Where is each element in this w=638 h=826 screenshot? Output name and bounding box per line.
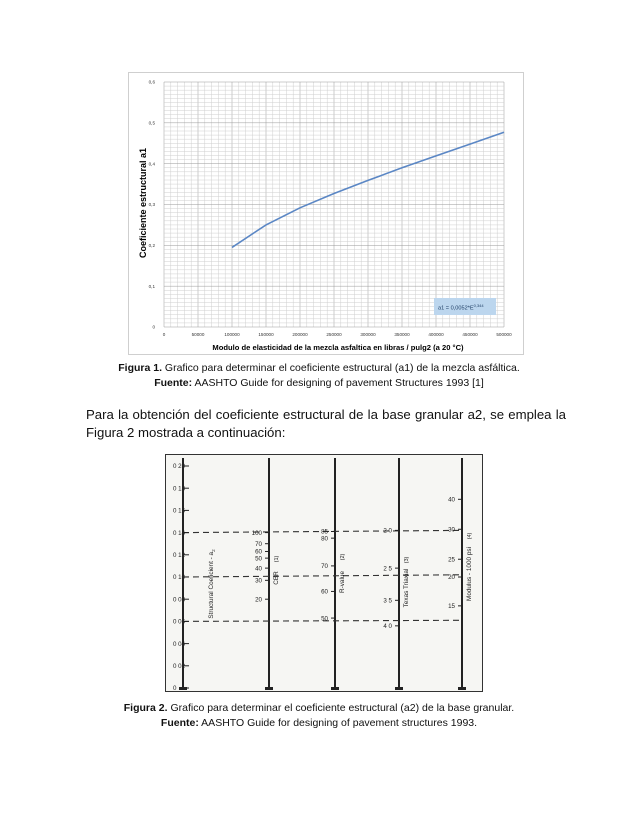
a2-tick-label: 0 10 <box>173 574 186 582</box>
x-tick-label: 500000 <box>496 332 512 337</box>
figure-2-source <box>0 716 638 730</box>
a2-axis-label-sub: 2 <box>211 549 216 552</box>
caption-text: Grafico para determinar el coeficiente estructural (a2) de la base granular. <box>167 702 515 714</box>
texas-axis-number: (3) <box>404 556 410 564</box>
a2-tick-label: 0 20 <box>173 463 186 471</box>
y-tick-label: 0,2 <box>148 242 155 248</box>
x-tick-label: 0 <box>162 332 166 337</box>
x-tick-label: 100000 <box>224 332 240 337</box>
a2-tick-label: 0 04 <box>173 640 186 648</box>
x-tick-label: 400000 <box>428 332 444 337</box>
cbr-axis-label: CBR <box>273 571 280 585</box>
a2-tick-label: 0 12 <box>173 552 186 559</box>
figure-2-caption <box>0 701 638 715</box>
modulus-tick-label: 20 <box>448 574 455 582</box>
chart-grid <box>164 82 504 327</box>
axis-foot <box>265 687 273 690</box>
rvalue-tick-label: 60 <box>321 588 328 596</box>
a2-tick-label: 0 14 <box>173 529 186 537</box>
x-tick-label: 200000 <box>292 332 308 337</box>
modulus-axis-number: (4) <box>467 532 473 540</box>
y-tick-label: 0,6 <box>148 79 155 85</box>
modulus-tick-label: 30 <box>448 526 455 534</box>
texas-tick-label: 3 5 <box>383 597 392 605</box>
axis-foot <box>395 687 403 690</box>
a2-tick-label: 0 02 <box>173 663 186 670</box>
figure-1-caption <box>0 361 638 375</box>
texas-tick-label: 4 0 <box>383 623 392 631</box>
cbr-tick-label: 70 <box>255 540 262 548</box>
source-text: AASHTO Guide for designing of pavement Structures 1993 [1] <box>192 377 484 389</box>
y-tick-label: 0 <box>152 324 155 330</box>
texas-tick-label: 2 5 <box>383 565 392 573</box>
axis-foot <box>458 687 466 690</box>
a2-tick-label: 0 08 <box>173 596 186 604</box>
cbr-tick-label: 20 <box>255 596 262 604</box>
y-tick-label: 0,5 <box>148 120 155 126</box>
source-text: AASHTO Guide for designing of pavement structures 1993. <box>198 717 478 729</box>
x-tick-label: 350000 <box>394 332 410 337</box>
x-tick-label: 250000 <box>326 332 342 337</box>
rvalue-tick-label: 50 <box>321 615 328 623</box>
figure-2-nomograph <box>165 454 483 692</box>
a2-tick-label: 0 18 <box>173 485 186 493</box>
cbr-tick-label: 50 <box>255 555 262 563</box>
rvalue-tick-label: 85 <box>321 528 328 536</box>
cbr-axis-number: (1) <box>274 555 280 563</box>
caption-text: Grafico para determinar el coeficiente estructural (a1) de la mezcla asfáltica. <box>162 362 520 374</box>
cbr-tick-label: 60 <box>255 548 262 556</box>
figure-1-source <box>0 376 638 390</box>
y-tick-label: 0,3 <box>148 202 155 208</box>
modulus-tick-label: 25 <box>448 556 455 564</box>
body-paragraph: Para la obtención del coeficiente estructural de la base granular a2, se emplea la Figura 2 mostrada a continuación: <box>86 407 566 440</box>
source-label: Fuente: <box>154 377 193 389</box>
texas-tick-label: 2 0 <box>383 527 392 535</box>
modulus-tick-label: 40 <box>448 496 455 504</box>
a2-axis-label: Structural Coeficient - $a_2$ <box>208 549 216 619</box>
x-tick-label: 150000 <box>258 332 274 337</box>
source-label: Fuente: <box>160 717 199 729</box>
cbr-tick-label: 40 <box>255 565 262 573</box>
equation-label: $a1 = 0,0052*E^{0,344}$ <box>438 303 484 312</box>
figure-1-chart <box>128 72 524 355</box>
rvalue-tick-label: 70 <box>321 563 328 571</box>
a2-tick-label: 0 <box>173 685 177 692</box>
rvalue-tick-label: 80 <box>321 535 328 543</box>
a2-tick-label: 0 06 <box>173 618 186 626</box>
x-tick-label: 450000 <box>462 332 478 337</box>
caption-label: Figura 1. <box>118 362 162 374</box>
caption-label: Figura 2. <box>123 702 168 714</box>
rvalue-axis-label: R-value <box>339 570 346 594</box>
y-tick-label: 0,1 <box>148 283 155 289</box>
x-tick-label: 300000 <box>360 332 376 337</box>
a2-tick-label: 0 16 <box>173 507 186 515</box>
modulus-axis-label: Modulus - 1000 psi <box>466 547 473 601</box>
x-axis-title: Modulo de elasticidad de la mezcla asfaltica en libras / pulg2 (a 20 °C) <box>212 343 464 352</box>
rvalue-axis-number: (2) <box>340 553 346 561</box>
x-tick-label: 50000 <box>191 332 205 337</box>
cbr-tick-label: 30 <box>255 577 262 585</box>
y-tick-label: 0,4 <box>148 161 155 167</box>
modulus-tick-label: 15 <box>448 603 455 611</box>
texas-axis-label: Texas Triaxial <box>403 568 410 608</box>
axis-foot <box>331 687 339 690</box>
cbr-tick-label: 100 <box>251 529 262 537</box>
y-axis-title: Coeficiente estructural a1 <box>138 147 148 259</box>
